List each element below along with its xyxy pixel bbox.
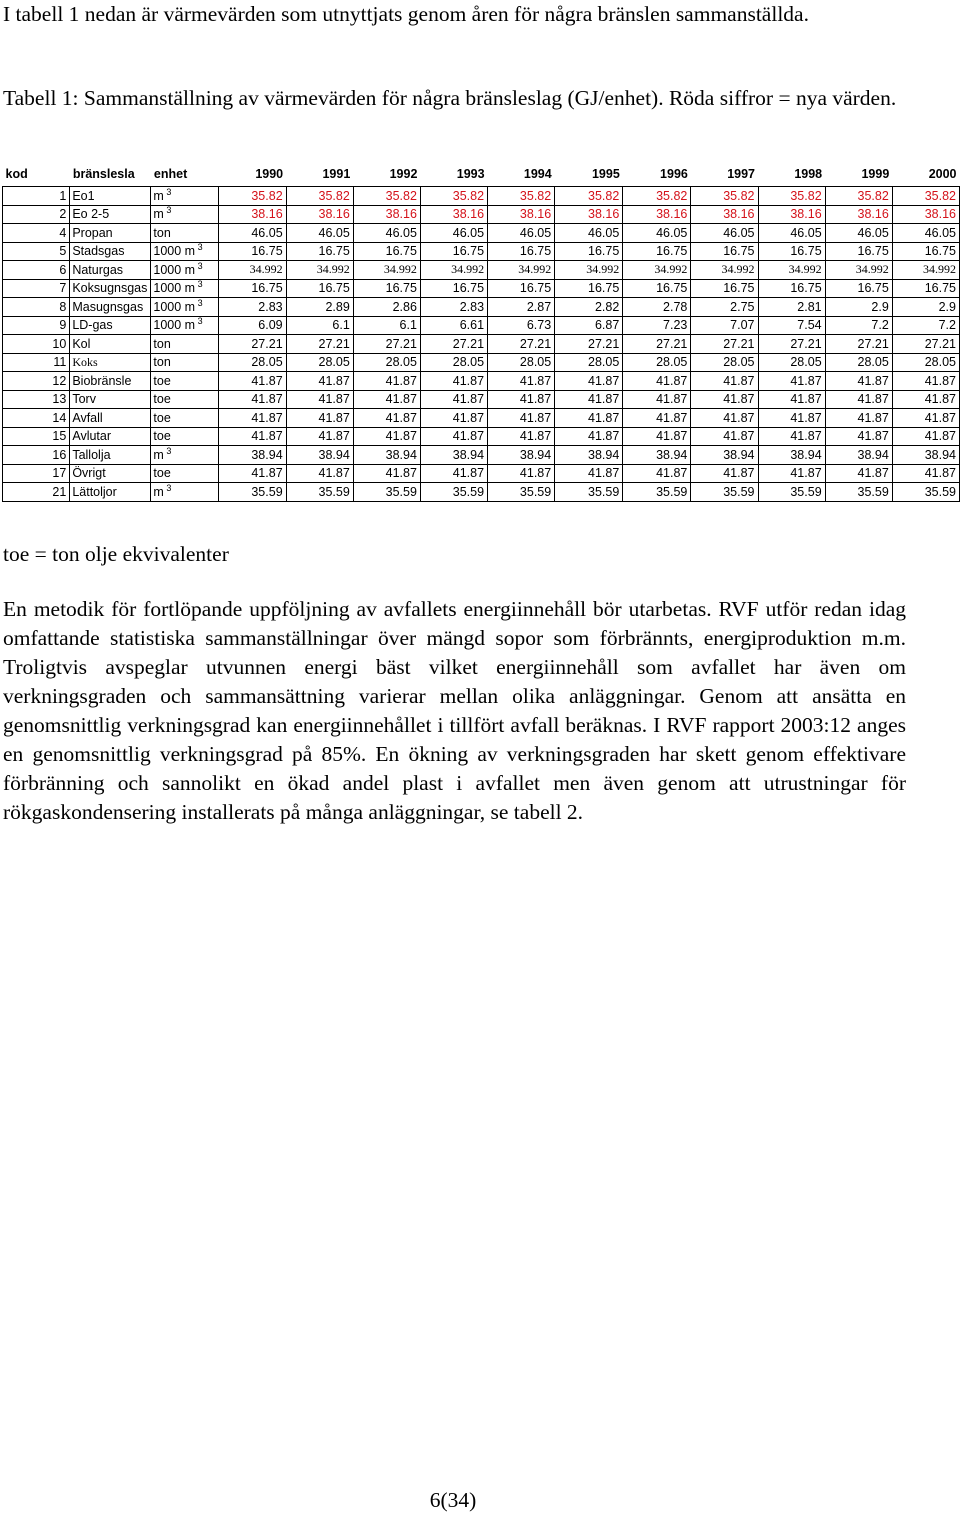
cell-value: 16.75 — [758, 242, 825, 261]
cell-value: 41.87 — [420, 427, 487, 446]
table-row — [3, 483, 960, 502]
cell-value: 41.87 — [555, 427, 623, 446]
cell-value: 41.87 — [892, 409, 959, 428]
cell-value: 38.16 — [488, 205, 555, 224]
table-caption: Tabell 1: Sammanställning av värmevärden för några bränsleslag (GJ/enhet). Röda siffror = nya värden. — [3, 86, 897, 110]
cell-value: 35.82 — [758, 187, 825, 206]
table-header-row — [3, 162, 960, 187]
cell-value: 38.16 — [286, 205, 353, 224]
cell-value: 35.82 — [353, 187, 420, 206]
cell-value: 16.75 — [892, 279, 959, 298]
cell-value: 38.94 — [420, 446, 487, 465]
cell-value: 16.75 — [218, 279, 286, 298]
cell-value: 41.87 — [825, 390, 892, 409]
cell-value: 41.87 — [691, 409, 758, 428]
table-row — [3, 242, 960, 261]
cell-value: 35.82 — [286, 187, 353, 206]
cell-value: 41.87 — [825, 409, 892, 428]
table-row — [3, 409, 960, 428]
cell-unit: ton — [151, 224, 218, 243]
cell-unit: ton — [151, 335, 218, 354]
cell-value: 2.89 — [286, 298, 353, 317]
cell-value: 16.75 — [691, 279, 758, 298]
cell-value: 27.21 — [758, 335, 825, 354]
cell-value: 38.94 — [286, 446, 353, 465]
cell-fuel-name: Eo 2-5 — [70, 205, 151, 224]
cell-value: 16.75 — [420, 242, 487, 261]
column-header: 1995 — [591, 167, 620, 181]
cell-value: 41.87 — [286, 409, 353, 428]
cell-value: 35.59 — [286, 483, 353, 502]
cell-value: 41.87 — [758, 409, 825, 428]
cell-value: 35.82 — [488, 187, 555, 206]
cell-value: 7.2 — [825, 316, 892, 335]
cell-value: 46.05 — [555, 224, 623, 243]
body-paragraph: En metodik för fortlöpande uppföljning av avfallets energiinnehåll bör utarbetas. RVF utför redan idag omfattande statistiska sammanställningar över mängd sopor som förbrännts, energiproduktion m.m. Troligtvis avspeglar utvunnen energi bäst vilket energiinnehåll som avfallet har även om verkningsgraden och sammansättning varierar mellan olika anläggningar. Genom att ansätta en genomsnittlig verkningsgrad kan energiinnehållet i tillfört avfall beräknas. I RVF rapport 2003:12 anges en genomsnittlig verkningsgrad på 85%. En ökning av verkningsgraden har skett genom effektivare förbränning och sannolikt en ökad andel plast i avfallet men även genom att utrustningar för rökgaskondensering installerats på många anläggningar, se tabell 2. — [3, 597, 906, 824]
cell-value: 2.83 — [218, 298, 286, 317]
table-row — [3, 261, 960, 280]
cell-value: 34.992 — [623, 261, 691, 280]
cell-value: 7.23 — [623, 316, 691, 335]
cell-value: 34.992 — [286, 261, 353, 280]
cell-value: 38.16 — [825, 205, 892, 224]
cell-value: 41.87 — [488, 372, 555, 391]
cell-unit: m $^3$ — [151, 205, 218, 224]
cell-value: 41.87 — [623, 427, 691, 446]
table-row — [3, 187, 960, 206]
cell-value: 28.05 — [488, 353, 555, 372]
cell-value: 27.21 — [488, 335, 555, 354]
cell-value: 41.87 — [353, 464, 420, 483]
cell-value: 41.87 — [286, 427, 353, 446]
cell-value: 35.82 — [555, 187, 623, 206]
cell-value: 27.21 — [286, 335, 353, 354]
cell-value: 7.07 — [691, 316, 758, 335]
cell-value: 28.05 — [825, 353, 892, 372]
cell-value: 41.87 — [825, 372, 892, 391]
cell-value: 41.87 — [488, 390, 555, 409]
cell-value: 41.87 — [488, 427, 555, 446]
column-header: enhet — [153, 167, 188, 181]
cell-value: 35.82 — [825, 187, 892, 206]
cell-value: 28.05 — [555, 353, 623, 372]
cell-value: 6.09 — [218, 316, 286, 335]
cell-value: 41.87 — [420, 372, 487, 391]
cell-value: 28.05 — [286, 353, 353, 372]
cell-value: 35.59 — [218, 483, 286, 502]
cell-value: 16.75 — [286, 242, 353, 261]
cell-value: 7.2 — [892, 316, 959, 335]
cell-value: 46.05 — [286, 224, 353, 243]
cell-fuel-name: Masugnsgas — [70, 298, 151, 317]
cell-value: 41.87 — [825, 464, 892, 483]
cell-value: 35.59 — [892, 483, 959, 502]
cell-value: 41.87 — [218, 409, 286, 428]
cell-unit: m $^3$ — [151, 483, 218, 502]
cell-fuel-name: Eo1 — [70, 187, 151, 206]
column-header: 1998 — [794, 167, 823, 181]
cell-value: 41.87 — [286, 464, 353, 483]
cell-value: 41.87 — [892, 427, 959, 446]
cell-value: 35.82 — [691, 187, 758, 206]
cell-fuel-name: Stadsgas — [70, 242, 151, 261]
table-row — [3, 205, 960, 224]
cell-value: 38.94 — [555, 446, 623, 465]
cell-value: 27.21 — [218, 335, 286, 354]
cell-value: 46.05 — [825, 224, 892, 243]
cell-kod: 10 — [3, 335, 70, 354]
cell-value: 41.87 — [691, 390, 758, 409]
table-row — [3, 446, 960, 465]
cell-value: 16.75 — [488, 279, 555, 298]
cell-value: 35.82 — [892, 187, 959, 206]
cell-value: 28.05 — [218, 353, 286, 372]
cell-value: 41.87 — [623, 464, 691, 483]
cell-fuel-name: Lättoljor — [70, 483, 151, 502]
cell-kod: 8 — [3, 298, 70, 317]
cell-value: 41.87 — [420, 390, 487, 409]
cell-value: 16.75 — [623, 279, 691, 298]
cell-value: 41.87 — [623, 390, 691, 409]
cell-unit: 1000 m $^3$ — [151, 279, 218, 298]
cell-value: 16.75 — [892, 242, 959, 261]
cell-value: 28.05 — [420, 353, 487, 372]
cell-value: 41.87 — [353, 372, 420, 391]
cell-value: 41.87 — [691, 372, 758, 391]
cell-fuel-name: LD-gas — [70, 316, 151, 335]
cell-value: 27.21 — [623, 335, 691, 354]
cell-value: 2.75 — [691, 298, 758, 317]
cell-value: 41.87 — [286, 390, 353, 409]
table-row — [3, 316, 960, 335]
cell-unit: m $^3$ — [151, 187, 218, 206]
cell-value: 2.78 — [623, 298, 691, 317]
cell-value: 35.59 — [420, 483, 487, 502]
cell-value: 38.94 — [623, 446, 691, 465]
cell-unit: toe — [151, 464, 218, 483]
cell-value: 41.87 — [218, 427, 286, 446]
cell-value: 41.87 — [892, 390, 959, 409]
cell-unit: 1000 m $^3$ — [151, 242, 218, 261]
cell-kod: 11 — [3, 353, 70, 372]
cell-fuel-name: Propan — [70, 224, 151, 243]
cell-value: 35.59 — [825, 483, 892, 502]
cell-unit: 1000 m $^3$ — [151, 261, 218, 280]
cell-value: 34.992 — [555, 261, 623, 280]
cell-value: 16.75 — [555, 279, 623, 298]
column-header: bränslesla — [72, 167, 135, 181]
cell-unit: ton — [151, 353, 218, 372]
cell-value: 41.87 — [758, 390, 825, 409]
cell-kod: 17 — [3, 464, 70, 483]
cell-value: 35.59 — [758, 483, 825, 502]
column-header: 1990 — [255, 167, 284, 181]
cell-kod: 12 — [3, 372, 70, 391]
cell-value: 35.59 — [623, 483, 691, 502]
cell-value: 2.9 — [892, 298, 959, 317]
cell-unit: m $^3$ — [151, 446, 218, 465]
cell-fuel-name: Biobränsle — [70, 372, 151, 391]
cell-value: 41.87 — [623, 409, 691, 428]
cell-kod: 15 — [3, 427, 70, 446]
cell-value: 41.87 — [218, 372, 286, 391]
cell-value: 16.75 — [286, 279, 353, 298]
cell-kod: 9 — [3, 316, 70, 335]
cell-value: 38.16 — [623, 205, 691, 224]
cell-value: 41.87 — [691, 427, 758, 446]
cell-value: 2.83 — [420, 298, 487, 317]
cell-kod: 7 — [3, 279, 70, 298]
cell-value: 41.87 — [555, 372, 623, 391]
cell-value: 34.992 — [218, 261, 286, 280]
cell-value: 35.59 — [555, 483, 623, 502]
cell-value: 16.75 — [353, 242, 420, 261]
cell-value: 27.21 — [353, 335, 420, 354]
cell-value: 28.05 — [353, 353, 420, 372]
cell-value: 46.05 — [892, 224, 959, 243]
table-row — [3, 335, 960, 354]
cell-unit: toe — [151, 427, 218, 446]
cell-value: 16.75 — [555, 242, 623, 261]
cell-value: 16.75 — [825, 242, 892, 261]
column-header: 1994 — [523, 167, 552, 181]
cell-value: 41.87 — [623, 372, 691, 391]
cell-value: 41.87 — [218, 390, 286, 409]
cell-kod: 6 — [3, 261, 70, 280]
cell-fuel-name: Avlutar — [70, 427, 151, 446]
cell-value: 38.94 — [488, 446, 555, 465]
cell-fuel-name: Kol — [70, 335, 151, 354]
cell-value: 34.992 — [488, 261, 555, 280]
cell-kod: 1 — [3, 187, 70, 206]
cell-value: 38.94 — [353, 446, 420, 465]
cell-value: 46.05 — [758, 224, 825, 243]
cell-value: 35.59 — [488, 483, 555, 502]
cell-value: 46.05 — [420, 224, 487, 243]
cell-value: 34.992 — [353, 261, 420, 280]
column-header: 1996 — [660, 167, 688, 181]
intro-paragraph: I tabell 1 nedan är värmevärden som utnyttjats genom åren för några bränslen sammanställda. — [3, 2, 809, 26]
table-row — [3, 224, 960, 243]
cell-fuel-name: Torv — [70, 390, 151, 409]
column-header: 1993 — [456, 167, 485, 181]
cell-value: 41.87 — [892, 464, 959, 483]
cell-value: 2.87 — [488, 298, 555, 317]
cell-value: 38.94 — [691, 446, 758, 465]
table-row — [3, 298, 960, 317]
cell-value: 46.05 — [488, 224, 555, 243]
cell-value: 6.1 — [353, 316, 420, 335]
cell-value: 41.87 — [691, 464, 758, 483]
cell-value: 38.16 — [892, 205, 959, 224]
cell-value: 35.59 — [353, 483, 420, 502]
cell-unit: toe — [151, 390, 218, 409]
cell-value: 41.87 — [758, 464, 825, 483]
column-header: 1991 — [322, 167, 351, 181]
cell-value: 28.05 — [758, 353, 825, 372]
cell-value: 41.87 — [892, 372, 959, 391]
cell-value: 6.73 — [488, 316, 555, 335]
cell-value: 38.94 — [892, 446, 959, 465]
cell-value: 6.1 — [286, 316, 353, 335]
cell-value: 41.87 — [353, 427, 420, 446]
cell-value: 41.87 — [758, 372, 825, 391]
cell-value: 34.992 — [691, 261, 758, 280]
cell-value: 35.82 — [623, 187, 691, 206]
cell-value: 16.75 — [825, 279, 892, 298]
cell-value: 16.75 — [758, 279, 825, 298]
cell-value: 38.16 — [691, 205, 758, 224]
cell-value: 38.16 — [420, 205, 487, 224]
cell-value: 38.16 — [758, 205, 825, 224]
cell-value: 41.87 — [555, 464, 623, 483]
cell-unit: toe — [151, 409, 218, 428]
cell-kod: 16 — [3, 446, 70, 465]
cell-value: 16.75 — [353, 279, 420, 298]
cell-kod: 4 — [3, 224, 70, 243]
cell-value: 27.21 — [420, 335, 487, 354]
cell-value: 16.75 — [218, 242, 286, 261]
cell-unit: toe — [151, 372, 218, 391]
page-number: 6(34) — [429, 1488, 477, 1512]
cell-value: 41.87 — [420, 464, 487, 483]
cell-value: 2.9 — [825, 298, 892, 317]
cell-fuel-name: Naturgas — [70, 261, 151, 280]
cell-value: 27.21 — [892, 335, 959, 354]
cell-kod: 14 — [3, 409, 70, 428]
cell-value: 41.87 — [218, 464, 286, 483]
cell-value: 34.992 — [420, 261, 487, 280]
cell-kod: 13 — [3, 390, 70, 409]
cell-value: 41.87 — [420, 409, 487, 428]
cell-fuel-name: Tallolja — [70, 446, 151, 465]
table-row — [3, 427, 960, 446]
heating-values-table — [2, 162, 960, 502]
cell-value: 38.94 — [758, 446, 825, 465]
cell-value: 28.05 — [623, 353, 691, 372]
cell-value: 46.05 — [353, 224, 420, 243]
cell-value: 38.94 — [218, 446, 286, 465]
cell-kod: 5 — [3, 242, 70, 261]
cell-value: 38.16 — [353, 205, 420, 224]
cell-value: 41.87 — [758, 427, 825, 446]
cell-value: 46.05 — [218, 224, 286, 243]
cell-value: 41.87 — [825, 427, 892, 446]
cell-value: 6.87 — [555, 316, 623, 335]
table-row — [3, 353, 960, 372]
cell-value: 38.94 — [825, 446, 892, 465]
cell-value: 27.21 — [555, 335, 623, 354]
column-header: 1999 — [861, 167, 890, 181]
cell-value: 28.05 — [691, 353, 758, 372]
cell-value: 16.75 — [691, 242, 758, 261]
cell-fuel-name: Koksugnsgas — [70, 279, 151, 298]
cell-value: 27.21 — [825, 335, 892, 354]
unit-note: toe = ton olje ekvivalenter — [3, 542, 229, 566]
column-header: 1992 — [389, 167, 418, 181]
cell-unit: 1000 m $^3$ — [151, 316, 218, 335]
column-header: kod — [5, 167, 28, 181]
cell-kod: 21 — [3, 483, 70, 502]
table-row — [3, 279, 960, 298]
cell-unit: 1000 m $^3$ — [151, 298, 218, 317]
cell-value: 41.87 — [353, 409, 420, 428]
cell-value: 34.992 — [892, 261, 959, 280]
cell-value: 16.75 — [488, 242, 555, 261]
cell-value: 41.87 — [488, 464, 555, 483]
cell-value: 28.05 — [892, 353, 959, 372]
cell-value: 16.75 — [420, 279, 487, 298]
cell-value: 6.61 — [420, 316, 487, 335]
cell-value: 41.87 — [488, 409, 555, 428]
cell-value: 41.87 — [353, 390, 420, 409]
cell-value: 16.75 — [623, 242, 691, 261]
cell-value: 34.992 — [758, 261, 825, 280]
cell-kod: 2 — [3, 205, 70, 224]
cell-value: 2.86 — [353, 298, 420, 317]
cell-value: 41.87 — [286, 372, 353, 391]
cell-value: 27.21 — [691, 335, 758, 354]
cell-value: 34.992 — [825, 261, 892, 280]
cell-value: 41.87 — [555, 390, 623, 409]
column-header: 2000 — [928, 167, 957, 181]
cell-fuel-name: Koks — [70, 353, 151, 372]
table-row — [3, 464, 960, 483]
cell-value: 38.16 — [218, 205, 286, 224]
cell-value: 2.82 — [555, 298, 623, 317]
cell-value: 46.05 — [691, 224, 758, 243]
table-row — [3, 372, 960, 391]
column-header: 1997 — [727, 167, 755, 181]
table-row — [3, 390, 960, 409]
cell-value: 35.59 — [691, 483, 758, 502]
cell-value: 41.87 — [555, 409, 623, 428]
cell-value: 7.54 — [758, 316, 825, 335]
cell-fuel-name: Övrigt — [70, 464, 151, 483]
cell-value: 38.16 — [555, 205, 623, 224]
cell-fuel-name: Avfall — [70, 409, 151, 428]
cell-value: 35.82 — [420, 187, 487, 206]
cell-value: 35.82 — [218, 187, 286, 206]
cell-value: 2.81 — [758, 298, 825, 317]
cell-value: 46.05 — [623, 224, 691, 243]
